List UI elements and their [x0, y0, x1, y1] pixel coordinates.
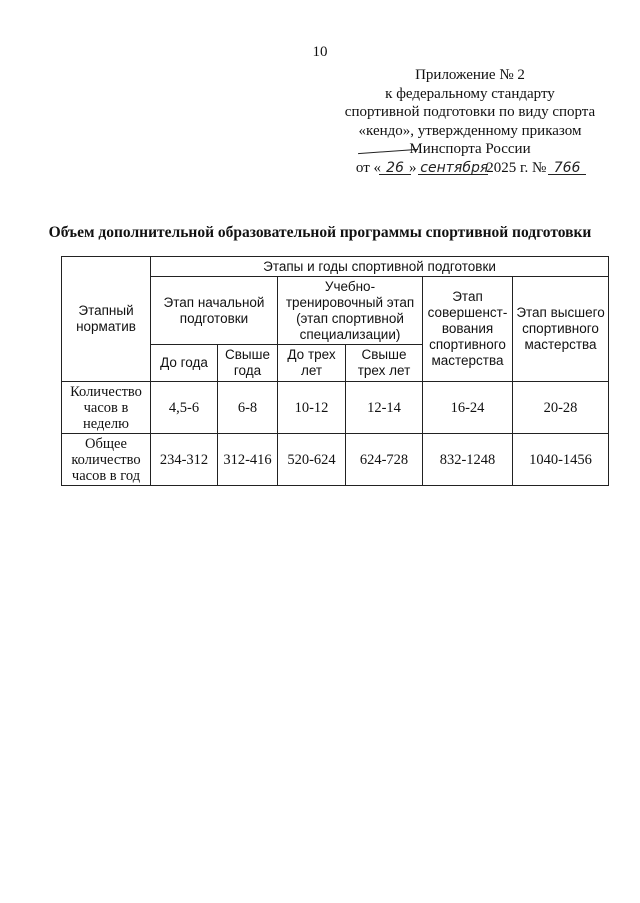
table-cell: 6-8: [218, 382, 278, 434]
stages-header: Этапы и годы спортивной подготовки: [151, 257, 609, 277]
table-cell: 20-28: [513, 382, 609, 434]
subheader-over-year: Свыше года: [218, 345, 278, 382]
order-number-handwritten: 766: [550, 159, 584, 178]
row-label: Количество часов в неделю: [62, 382, 151, 434]
appendix-line: спортивной подготовки по виду спорта: [344, 104, 596, 120]
appendix-line: Приложение № 2: [415, 67, 525, 83]
subheader-up-to-year: До года: [151, 345, 218, 382]
table-cell: 4,5-6: [151, 382, 218, 434]
table-cell: 520-624: [278, 434, 346, 486]
date-month-handwritten: сентября: [420, 159, 489, 176]
table-cell: 832-1248: [423, 434, 513, 486]
appendix-line: «кендо», утвержденному приказом: [358, 122, 582, 139]
table-cell: 312-416: [218, 434, 278, 486]
table-row: [62, 434, 609, 486]
table-cell: 234-312: [151, 434, 218, 486]
appendix-date-line: [320, 159, 620, 178]
table-row: [62, 382, 609, 434]
page-number: 10: [312, 44, 328, 60]
table-cell: 624-728: [346, 434, 423, 486]
table-cell: 16-24: [423, 382, 513, 434]
date-year: 2025 г. №: [486, 159, 547, 176]
row-label: Общее количество часов в год: [62, 434, 151, 486]
appendix-line-stamped: Минспорта России: [320, 140, 620, 159]
norm-header: Этапный норматив: [62, 257, 151, 382]
program-volume-table: [61, 256, 609, 486]
date-day-handwritten: 26: [381, 159, 409, 178]
table-cell: 1040-1456: [513, 434, 609, 486]
table-cell: 10-12: [278, 382, 346, 434]
subheader-up-to-three: До трех лет: [278, 345, 346, 382]
subheader-over-three: Свыше трех лет: [346, 345, 423, 382]
appendix-header: [320, 66, 620, 177]
table-cell: 12-14: [346, 382, 423, 434]
date-mid: »: [409, 159, 417, 176]
excellence-stage-header: Этап совершенст-вования спортивного мастерства: [423, 277, 513, 382]
training-stage-header: Учебно-тренировочный этап (этап спортивной специализации): [278, 277, 423, 345]
highest-stage-header: Этап высшего спортивного мастерства: [513, 277, 609, 382]
document-title: Объем дополнительной образовательной программы спортивной подготовки: [48, 224, 592, 241]
initial-stage-header: Этап начальной подготовки: [151, 277, 278, 345]
date-prefix: от «: [355, 159, 382, 176]
appendix-line: к федеральному стандарту: [385, 85, 555, 102]
